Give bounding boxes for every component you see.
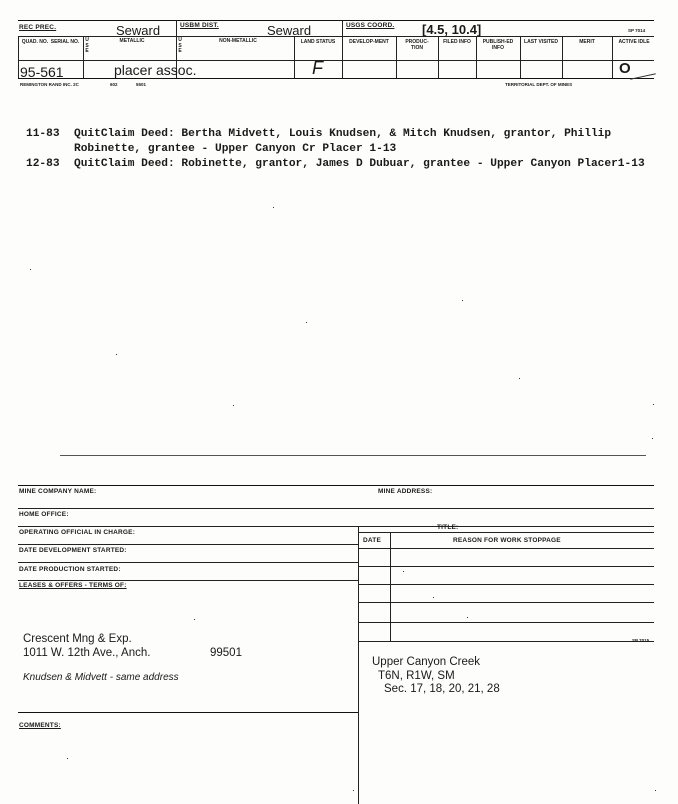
- leases-label: LEASES & OFFERS - TERMS OF:: [19, 582, 127, 589]
- entry-date: 12-83: [26, 158, 60, 170]
- date-production-label: DATE PRODUCTION STARTED:: [19, 566, 121, 573]
- col-use-b: U S E: [178, 37, 182, 54]
- col-use-a: U S E: [85, 37, 89, 54]
- entry-text-continued: Robinette, grantee - Upper Canyon Cr Placer 1-13: [74, 143, 397, 155]
- date-col-label: DATE: [363, 537, 382, 544]
- col-land-status: LAND STATUS: [300, 39, 336, 45]
- rec-prec-label: REC PREC.: [19, 24, 57, 31]
- usbm-dist-value: Seward: [267, 23, 312, 38]
- reason-col-label: REASON FOR WORK STOPPAGE: [453, 537, 561, 544]
- col-quad-no: QUAD. NO.: [21, 39, 49, 45]
- mine-address-label: MINE ADDRESS:: [378, 488, 433, 495]
- col-development: DEVELOP-MENT: [349, 39, 389, 45]
- rec-prec-value: Seward: [116, 23, 161, 38]
- date-development-label: DATE DEVELOPMENT STARTED:: [19, 547, 127, 554]
- col-last-visited: LAST VISITED: [524, 39, 558, 45]
- title-label: TITLE:: [437, 524, 459, 531]
- company-address: 1011 W. 12th Ave., Anch.: [23, 647, 151, 659]
- location-name: Upper Canyon Creek: [372, 656, 481, 668]
- col-active-idle: ACTIVE IDLE: [618, 39, 650, 45]
- quad-serial-value: 95-561: [20, 64, 64, 80]
- col-non-metallic: NON-METALLIC: [219, 38, 257, 44]
- comments-label: COMMENTS:: [19, 722, 61, 729]
- territorial-dept: TERRITORIAL DEPT. OF MINES: [505, 82, 573, 87]
- form-number-lower: SP 7015: [632, 638, 650, 643]
- land-status-value: F: [312, 58, 323, 78]
- company-zip: 99501: [210, 647, 242, 659]
- handwritten-note: Knudsen & Midvett - same address: [23, 672, 179, 683]
- usbm-dist-label: USBM DIST.: [180, 22, 219, 29]
- usgs-coord-value: [4.5, 10.4]: [422, 22, 482, 37]
- col-metallic: METALLIC: [119, 38, 145, 44]
- company-name: Crescent Mng & Exp.: [23, 633, 132, 645]
- entry-text: QuitClaim Deed: Bertha Midvett, Louis Knudsen, & Mitch Knudsen, grantor, Phillip: [74, 128, 612, 140]
- printer-code-2: 5501: [136, 82, 147, 87]
- col-production: PRODUC-TION: [405, 39, 429, 51]
- printer-code-1: 602: [110, 82, 118, 87]
- entry-date: 11-83: [26, 128, 60, 140]
- col-serial-no: SERIAL NO.: [50, 39, 80, 45]
- col-published-info: PUBLISH-ED INFO: [482, 39, 514, 51]
- active-idle-value: O: [619, 60, 631, 77]
- home-office-label: HOME OFFICE:: [19, 511, 69, 518]
- mine-company-name-label: MINE COMPANY NAME:: [19, 488, 97, 495]
- location-township: T6N, R1W, SM: [378, 670, 455, 682]
- col-filed-info: FILED INFO: [443, 39, 471, 45]
- usgs-coord-label: USGS COORD.: [346, 22, 395, 29]
- location-sections: Sec. 17, 18, 20, 21, 28: [384, 683, 500, 695]
- operating-official-label: OPERATING OFFICIAL IN CHARGE:: [19, 529, 136, 536]
- entry-text: QuitClaim Deed: Robinette, grantor, James D Dubuar, grantee - Upper Canyon Placer1-13: [74, 158, 645, 170]
- metallic-value: placer assoc.: [114, 62, 197, 78]
- col-merit: MERIT: [579, 39, 595, 45]
- printer-info: REMINGTON RAND INC. 2C: [20, 82, 79, 87]
- form-number-top: SP 7014: [628, 28, 646, 33]
